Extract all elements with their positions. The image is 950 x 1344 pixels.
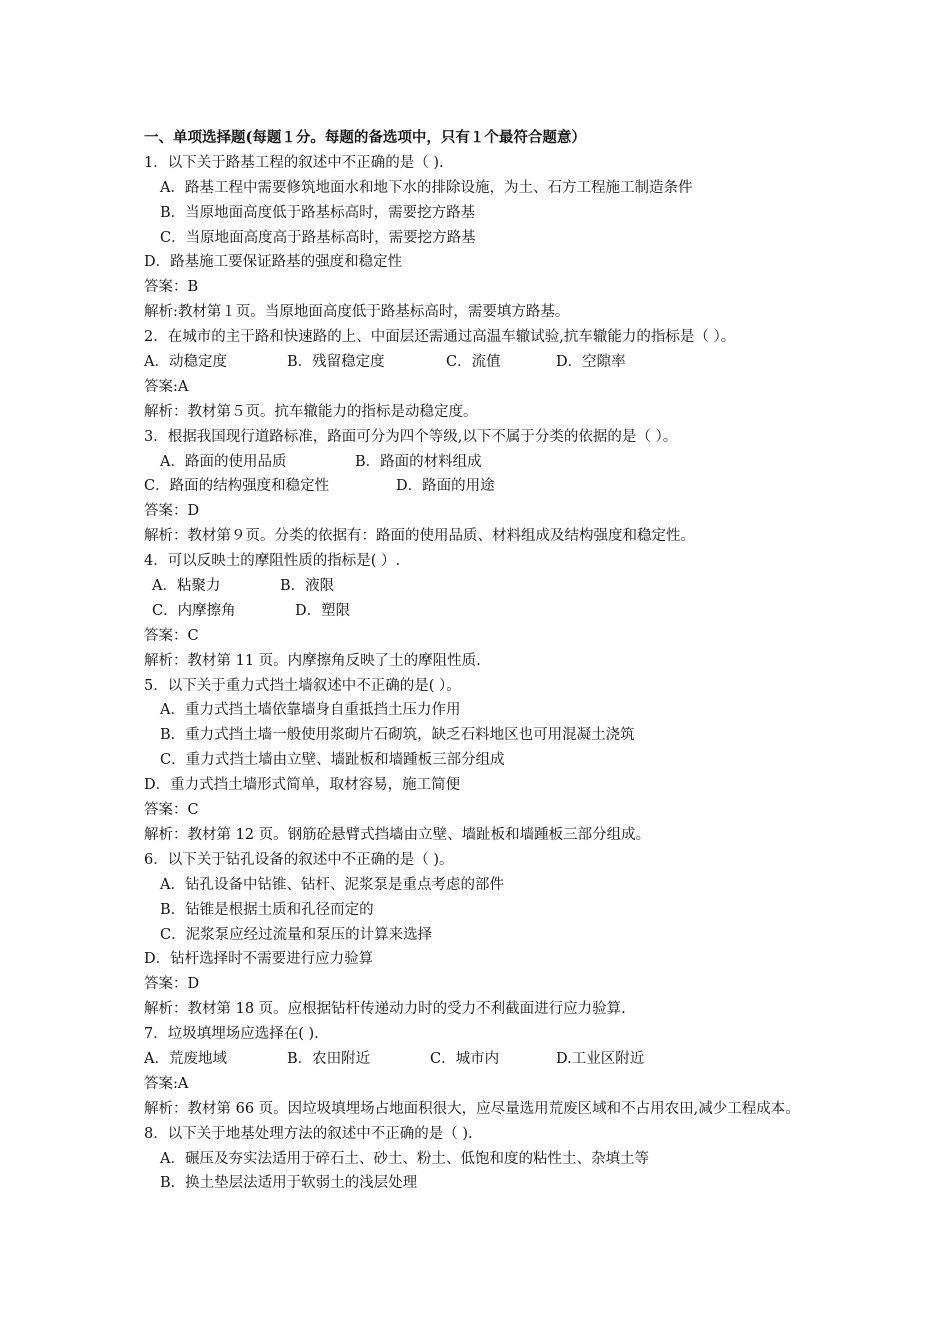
section-heading: 一、单项选择题(每题１分。每题的备选项中，只有１个最符合题意） xyxy=(144,129,586,146)
question-8-stem: 8．以下关于地基处理方法的叙述中不正确的是（ ). xyxy=(144,1125,473,1142)
question-4-answer: 答案：C xyxy=(144,627,199,644)
question-3-option-b: B．路面的材料组成 xyxy=(355,453,482,470)
question-7-option-b: B．农田附近 xyxy=(287,1050,371,1067)
question-6-stem: 6．以下关于钻孔设备的叙述中不正确的是（ )。 xyxy=(144,851,454,868)
question-2-answer: 答案:A xyxy=(144,378,189,395)
question-2-option-c: C．流值 xyxy=(446,354,501,371)
question-2-stem: 2．在城市的主干路和快速路的上、中面层还需通过高温车辙试验,抗车辙能力的指标是（ ）。 xyxy=(144,329,736,346)
question-7-answer: 答案:A xyxy=(144,1075,189,1092)
question-6-analysis: 解析：教材第 18 页。应根据钻杆传递动力时的受力不利截面进行应力验算. xyxy=(144,1001,626,1018)
question-3-stem: 3．根据我国现行道路标准，路面可分为四个等级,以下不属于分类的依据的是（ ）。 xyxy=(144,428,678,445)
question-4-analysis: 解析：教材第 11 页。内摩擦角反映了土的摩阻性质. xyxy=(144,652,481,669)
question-1-answer: 答案：B xyxy=(144,279,199,296)
question-6-option-d: D．钻杆选择时不需要进行应力验算 xyxy=(144,951,374,968)
question-4-option-a: A．粘聚力 xyxy=(152,578,221,595)
question-7-stem: 7．垃圾填埋场应选择在( ). xyxy=(144,1026,319,1043)
question-4-option-d: D．塑限 xyxy=(295,602,351,619)
question-3-analysis: 解析：教材第９页。分类的依据有：路面的使用品质、材料组成及结构强度和稳定性。 xyxy=(144,528,695,545)
question-5-option-d: D．重力式挡土墙形式简单，取材容易，施工简便 xyxy=(144,777,461,794)
question-4-stem: 4．可以反映土的摩阻性质的指标是( ）. xyxy=(144,553,401,570)
question-3-option-d: D．路面的用途 xyxy=(396,478,495,495)
question-2-option-a: A．动稳定度 xyxy=(144,354,227,371)
question-5-option-a: A．重力式挡土墙依靠墙身自重抵挡土压力作用 xyxy=(160,702,461,719)
question-5-option-b: B．重力式挡土墙一般使用浆砌片石砌筑，缺乏石料地区也可用混凝土浇筑 xyxy=(160,727,635,744)
question-2-analysis: 解析：教材第５页。抗车辙能力的指标是动稳定度。 xyxy=(144,403,478,420)
question-4-options-row-1 xyxy=(144,574,840,599)
question-8-option-b: B．换土垫层法适用于软弱土的浅层处理 xyxy=(160,1175,418,1192)
question-5-option-c: C．重力式挡土墙由立壁、墙趾板和墙踵板三部分组成 xyxy=(160,752,505,769)
question-1-option-d: D．路基施工要保证路基的强度和稳定性 xyxy=(144,254,403,271)
question-2-option-b: B．残留稳定度 xyxy=(287,354,385,371)
question-8-option-a: A．碾压及夯实法适用于碎石土、砂土、粉土、低饱和度的粘性土、杂填土等 xyxy=(160,1150,649,1167)
question-2-options-row xyxy=(144,350,840,375)
question-3-options-row-1 xyxy=(144,450,840,475)
question-5-analysis: 解析：教材第 12 页。钢筋砼悬臂式挡墙由立壁、墙趾板和墙踵板三部分组成。 xyxy=(144,826,651,843)
question-6-option-c: C．泥浆泵应经过流量和泵压的计算来选择 xyxy=(160,926,433,943)
question-1-option-a: A．路基工程中需要修筑地面水和地下水的排除设施，为土、石方工程施工制造条件 xyxy=(160,179,693,196)
question-3-answer: 答案：D xyxy=(144,503,200,520)
question-7-option-d: D.工业区附近 xyxy=(556,1050,645,1067)
question-7-option-c: C．城市内 xyxy=(430,1050,500,1067)
question-3-option-c: C．路面的结构强度和稳定性 xyxy=(144,478,330,495)
question-2-option-d: D．空隙率 xyxy=(556,354,626,371)
question-1-option-c: C．当原地面高度高于路基标高时，需要挖方路基 xyxy=(160,229,476,246)
question-3-option-a: A．路面的使用品质 xyxy=(160,453,287,470)
question-5-answer: 答案：C xyxy=(144,802,199,819)
question-6-answer: 答案：D xyxy=(144,976,200,993)
question-6-option-b: B．钻锥是根据土质和孔径而定的 xyxy=(160,901,374,918)
question-5-stem: 5．以下关于重力式挡土墙叙述中不正确的是( ）。 xyxy=(144,677,461,694)
question-1-option-b: B．当原地面高度低于路基标高时，需要挖方路基 xyxy=(160,204,476,221)
question-7-option-a: A．荒废地域 xyxy=(144,1050,227,1067)
question-1-analysis: 解析:教材第１页。当原地面高度低于路基标高时，需要填方路基。 xyxy=(144,304,570,321)
question-3-options-row-2 xyxy=(144,474,840,499)
question-4-options-row-2 xyxy=(144,599,840,624)
question-6-option-a: A．钻孔设备中钻锥、钻杆、泥浆泵是重点考虑的部件 xyxy=(160,876,504,893)
question-1-stem: 1．以下关于路基工程的叙述中不正确的是（ ). xyxy=(144,154,444,171)
question-4-option-c: C．内摩擦角 xyxy=(152,602,236,619)
question-4-option-b: B．液限 xyxy=(280,578,335,595)
question-7-options-row xyxy=(144,1047,840,1072)
question-7-analysis: 解析：教材第 66 页。因垃圾填埋场占地面积很大，应尽量选用荒废区域和不占用农田,减少工程成本。 xyxy=(144,1100,800,1117)
